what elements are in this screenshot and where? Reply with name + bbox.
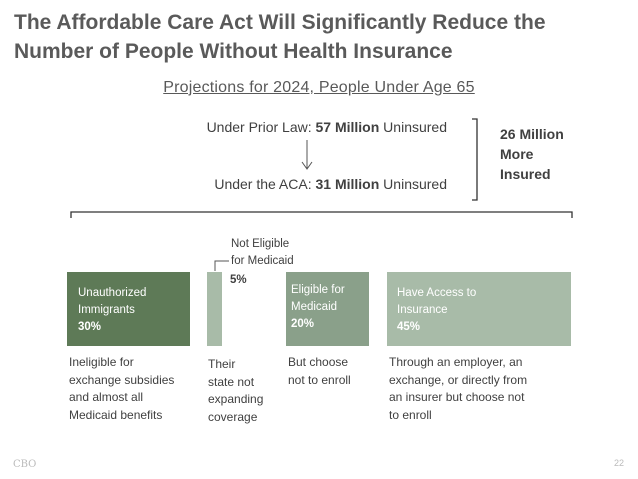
bar-pct-not-eligible: 5% <box>230 274 247 286</box>
desc-access-line: Through an employer, an <box>389 355 523 369</box>
right-bracket <box>472 119 477 200</box>
desc-access-line: an insurer but choose not <box>389 390 525 404</box>
aca-prefix: Under the ACA: <box>214 176 316 192</box>
more-insured-label <box>500 124 564 184</box>
desc-not-eligible-line: state not <box>208 374 255 389</box>
more-insured-line-3: Insured <box>500 166 551 182</box>
desc-eligible-line: not to enroll <box>288 372 351 387</box>
chart-subtitle: Projections for 2024, People Under Age 65 <box>163 79 475 96</box>
bar-pct-unauthorized: 30% <box>78 321 102 333</box>
desc-unauthorized-line: and almost all <box>69 390 144 404</box>
aca-value: 31 Million <box>315 176 380 192</box>
small-bar-leader <box>215 261 229 271</box>
prior-law-suffix: Uninsured <box>379 119 447 135</box>
bar-label-unauthorized-line-2: Immigrants <box>78 304 135 316</box>
bar-label-access-line-2: Insurance <box>397 304 448 316</box>
bar-label-eligible <box>291 282 345 333</box>
more-insured-line-1: 26 Million <box>500 126 564 142</box>
desc-access-line: to enroll <box>389 407 432 422</box>
bar-pct-eligible: 20% <box>291 318 315 330</box>
desc-unauthorized-line: Medicaid benefits <box>69 407 163 422</box>
page-number: 22 <box>613 458 624 468</box>
desc-unauthorized-line: exchange subsidies <box>69 372 175 387</box>
desc-not-eligible <box>208 356 263 426</box>
desc-unauthorized-line: Ineligible for <box>69 355 134 369</box>
more-insured-line-2: More <box>500 146 534 162</box>
bar-label-eligible-line-2: Medicaid <box>291 301 338 313</box>
bar-label-not-eligible-line-2: for Medicaid <box>231 255 294 267</box>
desc-access <box>389 354 527 424</box>
top-bracket <box>71 212 572 218</box>
desc-not-eligible-line: Their <box>208 357 236 371</box>
bar-label-eligible-line-1: Eligible for <box>291 284 345 296</box>
bar-label-unauthorized-line-1: Unauthorized <box>78 287 147 299</box>
bar-label-access <box>397 285 476 336</box>
cbo-footer-logo: CBO <box>13 459 37 470</box>
desc-eligible <box>288 354 351 389</box>
aca-suffix: Uninsured <box>379 176 447 192</box>
bar-label-not-eligible-line-1: Not Eligible <box>231 238 290 250</box>
bar-pct-access: 45% <box>397 321 421 333</box>
desc-access-line: exchange, or directly from <box>389 372 528 387</box>
desc-not-eligible-line: coverage <box>208 409 258 424</box>
bar-label-unauthorized <box>78 285 146 336</box>
desc-unauthorized <box>69 354 174 424</box>
slide-title: The Affordable Care Act Will Significantly Reduce the Number of People Without Health Insurance <box>14 11 546 63</box>
desc-not-eligible-line: expanding <box>208 392 264 406</box>
prior-law-prefix: Under Prior Law: <box>206 119 316 135</box>
bar-label-access-line-1: Have Access to <box>397 287 477 299</box>
bar-not-eligible-medicaid <box>207 272 222 346</box>
prior-law-value: 57 Million <box>315 119 380 135</box>
desc-eligible-line: But choose <box>288 355 349 369</box>
bar-label-not-eligible <box>231 236 294 270</box>
